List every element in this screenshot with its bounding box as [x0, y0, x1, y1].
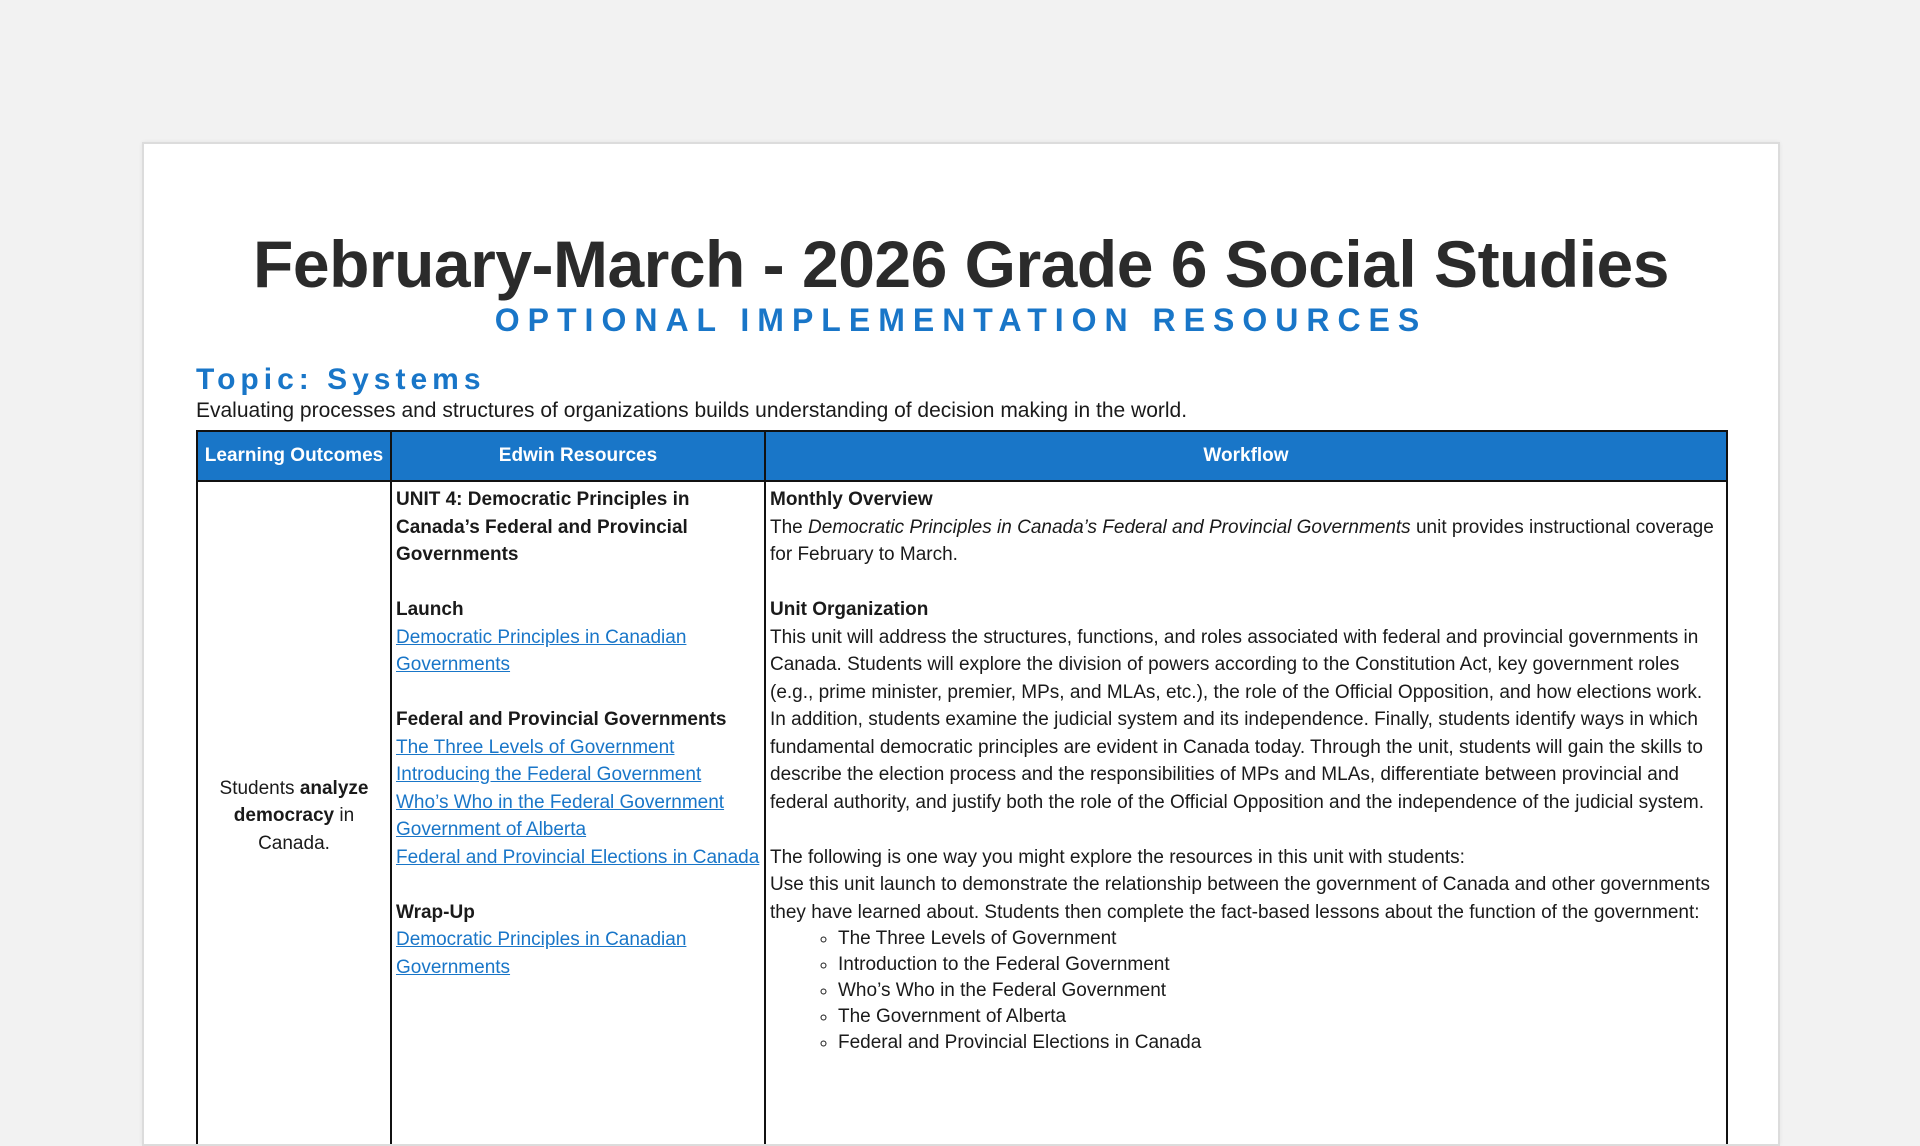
list-item: ◦ Who’s Who in the Federal Government — [838, 978, 1722, 1004]
unit-organization-text: This unit will address the structures, functions, and roles associated with federal and provincial governments in Canada. Students will explore the division of powers according to the Constitution Act, key government roles (e.g., prime minister, premier, MPs, and MLAs, etc.), the role of the Official Opposition, and how elections work. In addition, students examine the judicial system and its independence. Finally, students identify ways in which fundamental democratic principles are evident in Canada today. Through the unit, students will gain the skills to describe the election process and the responsibilities of MPs and MLAs, differentiate between provincial and federal authority, and justify both the role of the Official Opposition and the independence of the judicial system. — [770, 626, 1705, 813]
overview-unit-name: Democratic Principles in Canada’s Federal and Provincial Governments — [808, 516, 1411, 538]
link-three-levels[interactable]: The Three Levels of Government — [396, 736, 675, 758]
list-item: ◦ Federal and Provincial Elections in Canada — [838, 1030, 1722, 1056]
unit-title: UNIT 4: Democratic Principles in Canada’s Federal and Provincial Governments — [396, 489, 690, 565]
topic-heading: Topic: Systems — [196, 363, 486, 396]
learning-outcome-text — [202, 775, 386, 858]
launch-heading: Launch — [396, 599, 464, 620]
header-workflow: Workflow — [765, 431, 1727, 481]
page-subtitle: OPTIONAL IMPLEMENTATION RESOURCES — [494, 302, 1428, 338]
list-item: ◦ Introduction to the Federal Government — [838, 952, 1722, 978]
wrap-up-heading: Wrap-Up — [396, 901, 475, 923]
document-page — [142, 142, 1780, 1146]
outcome-text-post: in Canada. — [258, 805, 355, 854]
link-whos-who-federal[interactable]: Who’s Who in the Federal Government — [396, 791, 725, 813]
spacer — [396, 871, 760, 899]
explore-intro-text: The following is one way you might explore the resources in this unit with students: — [770, 846, 1465, 868]
spacer — [396, 679, 760, 707]
header-edwin-resources: Edwin Resources — [391, 431, 765, 481]
overview-text-pre: The — [770, 516, 809, 538]
list-item: ◦ The Three Levels of Government — [838, 926, 1722, 952]
explore-detail-text: Use this unit launch to demonstrate the relationship between the government of Canada and other governments they have learned about. Students then complete the fact-based lessons about the function of the government: — [770, 874, 1711, 923]
outcome-text-pre: Students — [219, 777, 300, 799]
link-elections-canada[interactable]: Federal and Provincial Elections in Canada — [396, 846, 760, 868]
outcome-concept: democracy — [233, 805, 335, 827]
lesson-list — [770, 926, 1722, 1056]
page-title: February-March - 2026 Grade 6 Social Studies — [253, 227, 1669, 301]
wrap-up-link[interactable]: Democratic Principles in Canadian Governments — [396, 929, 687, 978]
link-government-alberta[interactable]: Government of Alberta — [396, 819, 587, 840]
unit-organization-heading: Unit Organization — [770, 599, 929, 620]
header-learning-outcomes: Learning Outcomes — [197, 431, 391, 481]
spacer — [770, 569, 1722, 597]
outcome-verb: analyze — [299, 777, 369, 799]
link-introducing-federal[interactable]: Introducing the Federal Government — [396, 764, 702, 785]
federal-provincial-heading: Federal and Provincial Governments — [396, 709, 727, 730]
table-row — [197, 481, 1727, 1146]
spacer — [770, 816, 1722, 844]
workflow-cell — [765, 481, 1727, 1146]
topic-description: Evaluating processes and structures of organizations builds understanding of decision making in the world. — [196, 399, 1188, 422]
resources-table — [196, 430, 1728, 1146]
list-item: ◦ The Government of Alberta — [838, 1004, 1722, 1030]
monthly-overview-text — [770, 514, 1722, 569]
launch-link[interactable]: Democratic Principles in Canadian Governments — [396, 626, 687, 675]
table-header-row — [197, 431, 1727, 481]
overview-text-post: unit provides instructional coverage for February to March. — [770, 516, 1714, 565]
learning-outcome-cell — [197, 481, 391, 1146]
spacer — [396, 569, 760, 597]
edwin-resources-cell — [391, 481, 765, 1146]
monthly-overview-heading: Monthly Overview — [770, 489, 933, 510]
